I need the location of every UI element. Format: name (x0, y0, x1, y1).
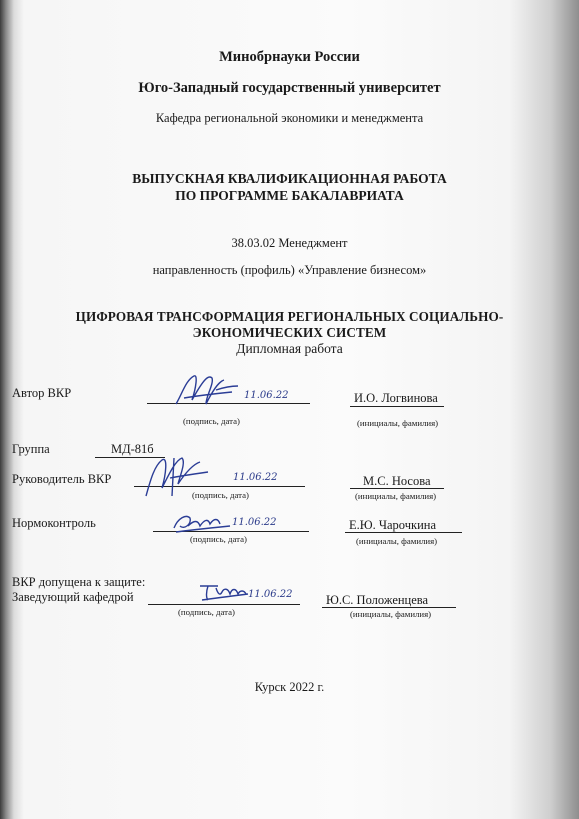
author-signature (172, 370, 242, 414)
supervisor-date: 11.06.22 (233, 472, 278, 483)
supervisor-label: Руководитель ВКР (12, 472, 112, 486)
specialty-code: 38.03.02 Менеджмент (231, 236, 348, 250)
profile-line: направленность (профиль) «Управление бизнесом» (152, 263, 427, 277)
normcontrol-date: 11.06.22 (232, 517, 277, 528)
head-of-department-label: Заведующий кафедрой (12, 590, 134, 604)
head-of-department-name: Ю.С. Положенцева (326, 593, 429, 607)
admission-sign-hint: (подпись, дата) (178, 607, 235, 617)
author-name-line (350, 406, 444, 407)
admission-sign-line (148, 604, 300, 605)
admission-signature (196, 580, 252, 604)
topic-line1: ЦИФРОВАЯ ТРАНСФОРМАЦИЯ РЕГИОНАЛЬНЫХ СОЦИАЛЬНО- (75, 309, 504, 324)
admission-name-line (322, 607, 456, 608)
group-label: Группа (12, 442, 50, 456)
author-name: И.О. Логвинова (354, 391, 438, 405)
admission-label: ВКР допущена к защите: (12, 575, 146, 589)
admission-name-hint: (инициалы, фамилия) (350, 609, 432, 619)
author-name-hint: (инициалы, фамилия) (357, 418, 439, 428)
supervisor-sign-hint: (подпись, дата) (192, 490, 249, 500)
department-name: Кафедра региональной экономики и менеджмента (155, 111, 424, 125)
supervisor-name: М.С. Носова (363, 474, 431, 488)
place-year: Курск 2022 г. (254, 680, 325, 694)
work-type-line1: ВЫПУСКНАЯ КВАЛИФИКАЦИОННАЯ РАБОТА (132, 171, 447, 186)
topic-line2: ЭКОНОМИЧЕСКИХ СИСТЕМ (192, 325, 387, 340)
normcontrol-signature (170, 510, 234, 536)
normcontrol-name: Е.Ю. Чарочкина (349, 518, 436, 532)
normcontrol-label: Нормоконтроль (12, 516, 96, 530)
supervisor-name-line (350, 488, 444, 489)
normcontrol-name-line (345, 532, 462, 533)
author-sign-hint: (подпись, дата) (183, 416, 240, 426)
author-label: Автор ВКР (12, 386, 72, 400)
normcontrol-name-hint: (инициалы, фамилия) (356, 536, 438, 546)
work-type-line2: ПО ПРОГРАММЕ БАКАЛАВРИАТА (175, 188, 404, 203)
author-date: 11.06.22 (244, 390, 289, 401)
work-kind: Дипломная работа (236, 341, 343, 356)
admission-date: 11.06.22 (248, 589, 293, 600)
supervisor-name-hint: (инициалы, фамилия) (355, 491, 437, 501)
normcontrol-sign-hint: (подпись, дата) (190, 534, 247, 544)
ministry-name: Минобрнауки России (219, 49, 360, 65)
university-name: Юго-Западный государственный университет (138, 80, 441, 96)
group-value: МД-81б (111, 442, 154, 456)
